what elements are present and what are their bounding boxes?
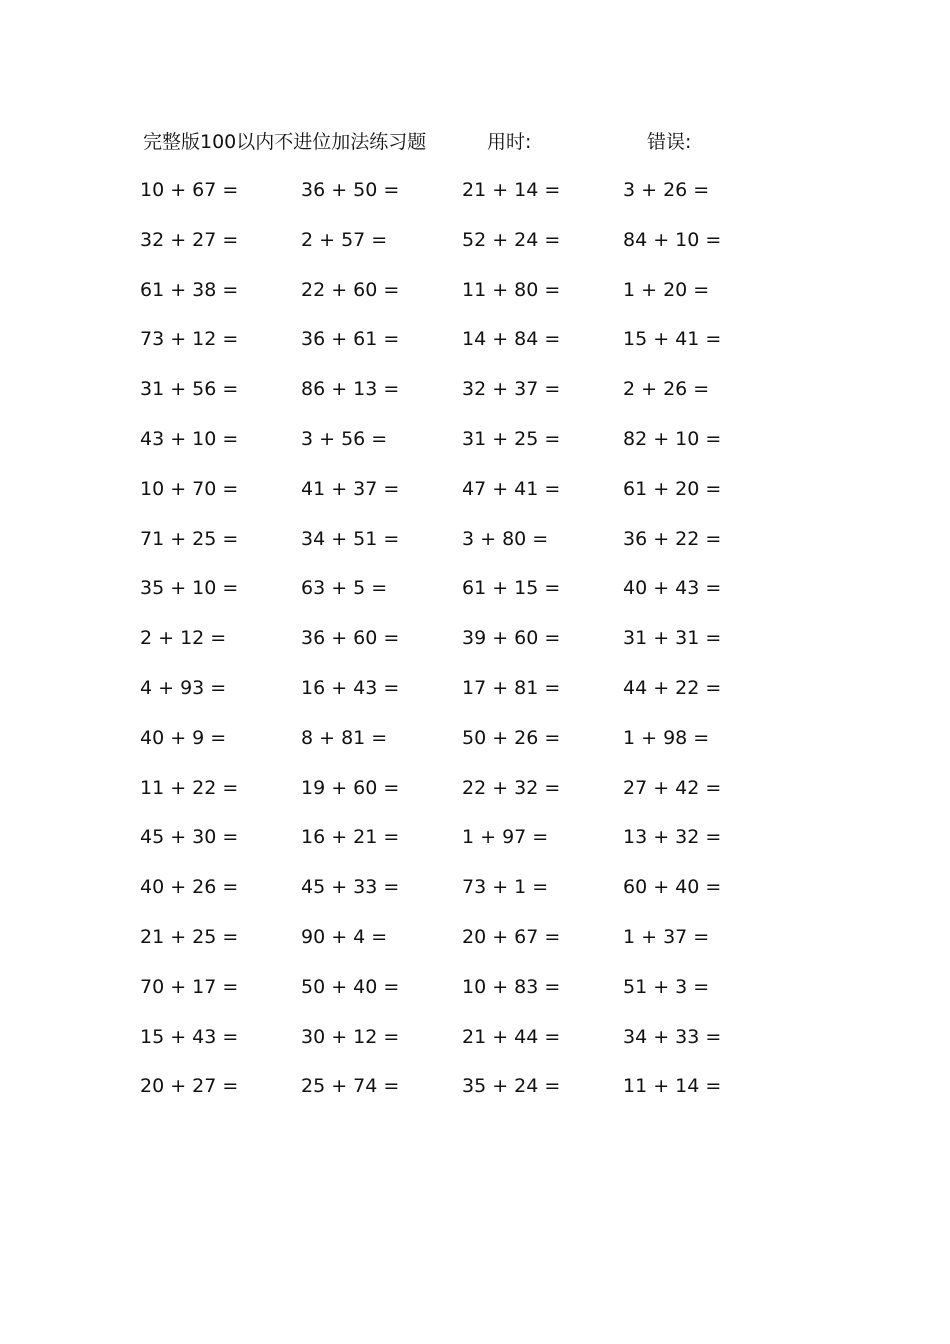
addition-problem: 32 + 27 = [140, 228, 239, 251]
addition-problem: 36 + 60 = [301, 627, 400, 650]
addition-problem: 61 + 38 = [140, 278, 239, 301]
problem-row [140, 222, 780, 272]
addition-problem: 36 + 50 = [301, 179, 400, 201]
addition-problem: 32 + 37 = [462, 378, 561, 401]
addition-problem: 47 + 41 = [462, 477, 561, 500]
addition-problem: 11 + 22 = [140, 776, 239, 799]
addition-problem: 2 + 12 = [140, 627, 227, 650]
addition-problem: 73 + 1 = [462, 876, 549, 899]
problem-row [140, 421, 780, 471]
addition-problem: 36 + 22 = [623, 527, 722, 550]
addition-problem: 40 + 43 = [623, 577, 722, 600]
addition-problem: 50 + 26 = [462, 726, 561, 749]
addition-problem: 25 + 74 = [301, 1075, 400, 1098]
problem-row [140, 720, 780, 770]
addition-problem: 45 + 30 = [140, 826, 239, 849]
addition-problem: 50 + 40 = [301, 975, 400, 998]
addition-problem: 61 + 20 = [623, 477, 722, 500]
addition-problem: 61 + 15 = [462, 577, 561, 600]
problem-row [140, 321, 780, 371]
time-used-label: 用时: [487, 131, 532, 153]
addition-problem: 34 + 33 = [623, 1025, 722, 1048]
addition-problem: 1 + 98 = [623, 726, 710, 749]
addition-problem: 22 + 32 = [462, 776, 561, 799]
addition-problem: 31 + 25 = [462, 427, 561, 450]
addition-problem: 19 + 60 = [301, 776, 400, 799]
addition-problem: 40 + 26 = [140, 876, 239, 899]
addition-problem: 30 + 12 = [301, 1025, 400, 1048]
addition-problem: 11 + 14 = [623, 1075, 722, 1098]
addition-problem: 21 + 44 = [462, 1025, 561, 1048]
addition-problem: 8 + 81 = [301, 726, 388, 749]
addition-problem: 44 + 22 = [623, 676, 722, 699]
addition-problem: 90 + 4 = [301, 925, 388, 948]
addition-problem: 63 + 5 = [301, 577, 388, 600]
addition-problem: 20 + 67 = [462, 925, 561, 948]
addition-problem: 40 + 9 = [140, 726, 227, 749]
addition-problem: 1 + 20 = [623, 278, 710, 301]
addition-problem: 43 + 10 = [140, 427, 239, 450]
addition-problem: 39 + 60 = [462, 627, 561, 650]
addition-problem: 34 + 51 = [301, 527, 400, 550]
problem-row [140, 272, 780, 322]
addition-problem: 70 + 17 = [140, 975, 239, 998]
addition-problem: 86 + 13 = [301, 378, 400, 401]
page-title: 完整版100以内不进位加法练习题 [143, 131, 427, 153]
addition-problem: 10 + 67 = [140, 179, 239, 201]
addition-problem: 35 + 10 = [140, 577, 239, 600]
problem-row [140, 919, 780, 969]
addition-problem: 35 + 24 = [462, 1075, 561, 1098]
problem-row [140, 670, 780, 720]
addition-problem: 52 + 24 = [462, 228, 561, 251]
problem-row [140, 770, 780, 820]
problem-row [140, 1068, 780, 1118]
addition-problem: 15 + 41 = [623, 328, 722, 351]
addition-problem: 84 + 10 = [623, 228, 722, 251]
problem-row [140, 969, 780, 1019]
addition-problem: 73 + 12 = [140, 328, 239, 351]
addition-problem: 51 + 3 = [623, 975, 710, 998]
addition-problem: 21 + 14 = [462, 179, 561, 201]
addition-problem: 15 + 43 = [140, 1025, 239, 1048]
addition-problem: 41 + 37 = [301, 477, 400, 500]
addition-problem: 1 + 97 = [462, 826, 549, 849]
addition-problem: 11 + 80 = [462, 278, 561, 301]
addition-problem: 13 + 32 = [623, 826, 722, 849]
addition-problem: 4 + 93 = [140, 676, 227, 699]
addition-problem: 31 + 56 = [140, 378, 239, 401]
problem-row [140, 172, 780, 222]
addition-problem: 45 + 33 = [301, 876, 400, 899]
addition-problem: 10 + 70 = [140, 477, 239, 500]
addition-problem: 3 + 80 = [462, 527, 549, 550]
addition-problem: 14 + 84 = [462, 328, 561, 351]
problem-row [140, 371, 780, 421]
problem-row [140, 471, 780, 521]
error-count-label: 错误: [647, 131, 692, 153]
addition-problem: 16 + 21 = [301, 826, 400, 849]
addition-problem: 20 + 27 = [140, 1075, 239, 1098]
addition-problem: 71 + 25 = [140, 527, 239, 550]
problem-row [140, 1019, 780, 1069]
problem-row [140, 521, 780, 571]
addition-problem: 1 + 37 = [623, 925, 710, 948]
addition-problem: 2 + 57 = [301, 228, 388, 251]
problem-row [140, 869, 780, 919]
problem-row [140, 620, 780, 670]
addition-problem: 10 + 83 = [462, 975, 561, 998]
addition-problem: 27 + 42 = [623, 776, 722, 799]
problem-row [140, 819, 780, 869]
problem-row [140, 570, 780, 620]
addition-problem: 36 + 61 = [301, 328, 400, 351]
addition-problem: 2 + 26 = [623, 378, 710, 401]
addition-problem: 31 + 31 = [623, 627, 722, 650]
addition-problem: 21 + 25 = [140, 925, 239, 948]
addition-problem: 3 + 56 = [301, 427, 388, 450]
addition-problem: 16 + 43 = [301, 676, 400, 699]
addition-problem: 3 + 26 = [623, 179, 710, 201]
addition-problem: 17 + 81 = [462, 676, 561, 699]
addition-problem: 82 + 10 = [623, 427, 722, 450]
worksheet-header [0, 126, 950, 158]
addition-problem: 60 + 40 = [623, 876, 722, 899]
addition-problem: 22 + 60 = [301, 278, 400, 301]
problem-grid [140, 172, 780, 1118]
